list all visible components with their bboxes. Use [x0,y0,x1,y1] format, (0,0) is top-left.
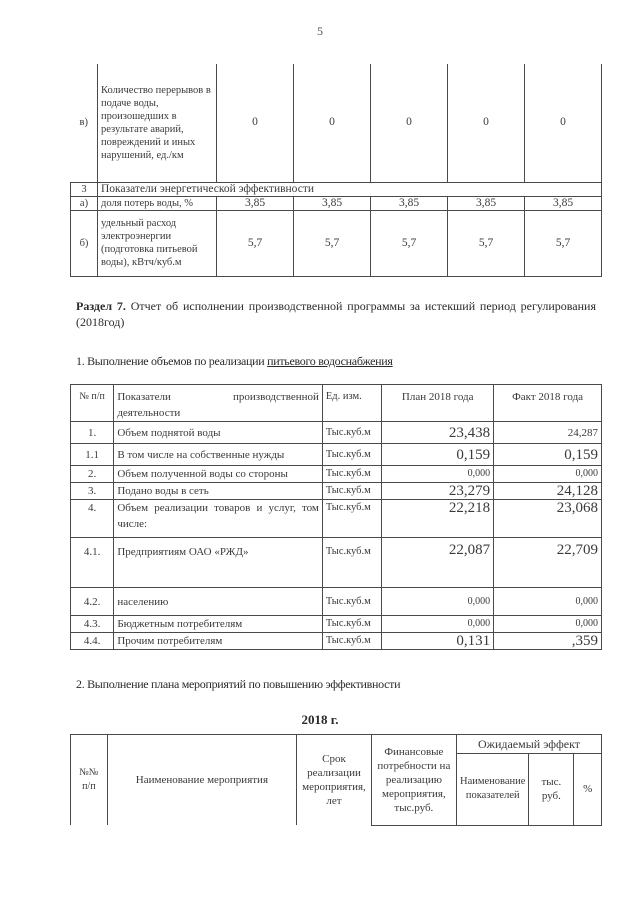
table-row [71,483,602,500]
row-plan: 0,000 [382,616,494,633]
row-number: 4.1. [71,538,114,588]
header-effect-pct: % [574,754,602,825]
table-row [71,422,602,444]
row-number: а) [71,196,98,210]
row-unit: Тыс.куб.м [322,422,381,444]
row-name: Объем поднятой воды [114,422,323,444]
value-cell: 3,85 [371,196,448,210]
row-unit: Тыс.куб.м [322,500,381,538]
table-row [71,500,602,538]
value-cell: 3,85 [294,196,371,210]
row-number: б) [71,210,98,276]
subheading-1-underlined: питьевого водоснабжения [267,354,393,368]
row-unit: Тыс.куб.м [322,466,381,483]
header-num: №№ п/п [71,735,108,826]
row-label: Количество перерывов в подаче воды, произошедших в результате аварий, повреждений и иных нарушений, ед./км [98,64,217,182]
value-cell: 0 [294,64,371,182]
row-fact: ,359 [494,633,602,650]
header-plan: План 2018 года [382,385,494,422]
header-num: № п/п [71,385,114,422]
value-cell: 5,7 [525,210,602,276]
value-cell: 5,7 [294,210,371,276]
value-cell: 3,85 [525,196,602,210]
subheading-2: 2. Выполнение плана мероприятий по повышению эффективности [76,677,401,691]
row-unit: Тыс.куб.м [322,538,381,588]
row-name: Объем полученной воды со стороны [114,466,323,483]
row-unit: Тыс.куб.м [322,633,381,650]
row-number: 4.3. [71,616,114,633]
row-plan: 22,218 [382,500,494,538]
header-effect-rub: тыс. руб. [529,754,574,825]
header-fact: Факт 2018 года [494,385,602,422]
row-unit: Тыс.куб.м [322,444,381,466]
header-finance: Финансовые потребности на реализацию мероприятия, тыс.руб. [371,735,456,826]
subheading-1 [76,354,393,369]
page-number: 5 [317,24,323,38]
row-fact: 0,000 [494,466,602,483]
row-number: 4. [71,500,114,538]
row-fact: 0,000 [494,588,602,616]
row-name: Бюджетным потребителям [114,616,323,633]
header-unit: Ед. изм. [322,385,381,422]
value-cell: 0 [217,64,294,182]
table-row [71,64,602,182]
header-measure-name: Наименование мероприятия [107,735,297,826]
section-row [71,182,602,196]
row-unit: Тыс.куб.м [322,483,381,500]
header-indicator: Показатели производственной деятельности [114,385,323,422]
row-fact: 23,068 [494,500,602,538]
indicators-table [70,64,602,277]
row-number: 3. [71,483,114,500]
section-label: Показатели энергетической эффективности [98,182,602,196]
measures-table [70,734,602,826]
section-7-text: Отчет об исполнении производственной программы за истекший период регулирования [130,299,596,313]
row-fact: 22,709 [494,538,602,588]
volumes-table [70,384,602,650]
row-plan: 0,000 [382,466,494,483]
row-number: 3 [71,182,98,196]
row-label: удельный расход электроэнергии (подготовка питьевой воды), кВтч/куб.м [98,210,217,276]
value-cell: 5,7 [448,210,525,276]
value-cell: 3,85 [217,196,294,210]
row-fact: 24,128 [494,483,602,500]
row-number: 2. [71,466,114,483]
row-name: Подано воды в сеть [114,483,323,500]
section-7-heading [76,297,596,315]
table-row [71,538,602,588]
table-row [71,588,602,616]
row-plan: 0,159 [382,444,494,466]
row-plan: 23,279 [382,483,494,500]
row-name: Объем реализации товаров и услуг, том числе: [114,500,323,538]
header-expected-effect: Ожидаемый эффект [457,735,602,754]
section-7-prefix: Раздел 7. [76,299,126,313]
value-cell: 0 [448,64,525,182]
section-7-period: (2018год) [76,315,125,329]
row-plan: 22,087 [382,538,494,588]
row-fact: 0,000 [494,616,602,633]
row-number: 4.2. [71,588,114,616]
table-row [71,444,602,466]
row-fact: 0,159 [494,444,602,466]
row-fact: 24,287 [494,422,602,444]
value-cell: 0 [371,64,448,182]
table-row [71,633,602,650]
row-plan: 0,000 [382,588,494,616]
row-plan: 0,131 [382,633,494,650]
table-row [71,466,602,483]
row-number: 1.1 [71,444,114,466]
table-row [71,210,602,276]
header-effect-name: Наименование показателей [457,754,529,825]
value-cell: 0 [525,64,602,182]
header-term: Срок реализации мероприятия, лет [297,735,372,826]
row-number: в) [71,64,98,182]
year-heading: 2018 г. [301,712,339,727]
value-cell: 3,85 [448,196,525,210]
row-name: Прочим потребителям [114,633,323,650]
row-unit: Тыс.куб.м [322,616,381,633]
row-unit: Тыс.куб.м [322,588,381,616]
table-header-row [71,385,602,422]
value-cell: 5,7 [217,210,294,276]
row-name: Предприятиям ОАО «РЖД» [114,538,323,588]
table-row [71,196,602,210]
subheading-1-text: 1. Выполнение объемов по реализации [76,354,268,368]
table-header-row [71,735,602,754]
row-label: доля потерь воды, % [98,196,217,210]
table-row [71,616,602,633]
value-cell: 5,7 [371,210,448,276]
row-name: В том числе на собственные нужды [114,444,323,466]
row-number: 4.4. [71,633,114,650]
row-plan: 23,438 [382,422,494,444]
row-number: 1. [71,422,114,444]
row-name: населению [114,588,323,616]
